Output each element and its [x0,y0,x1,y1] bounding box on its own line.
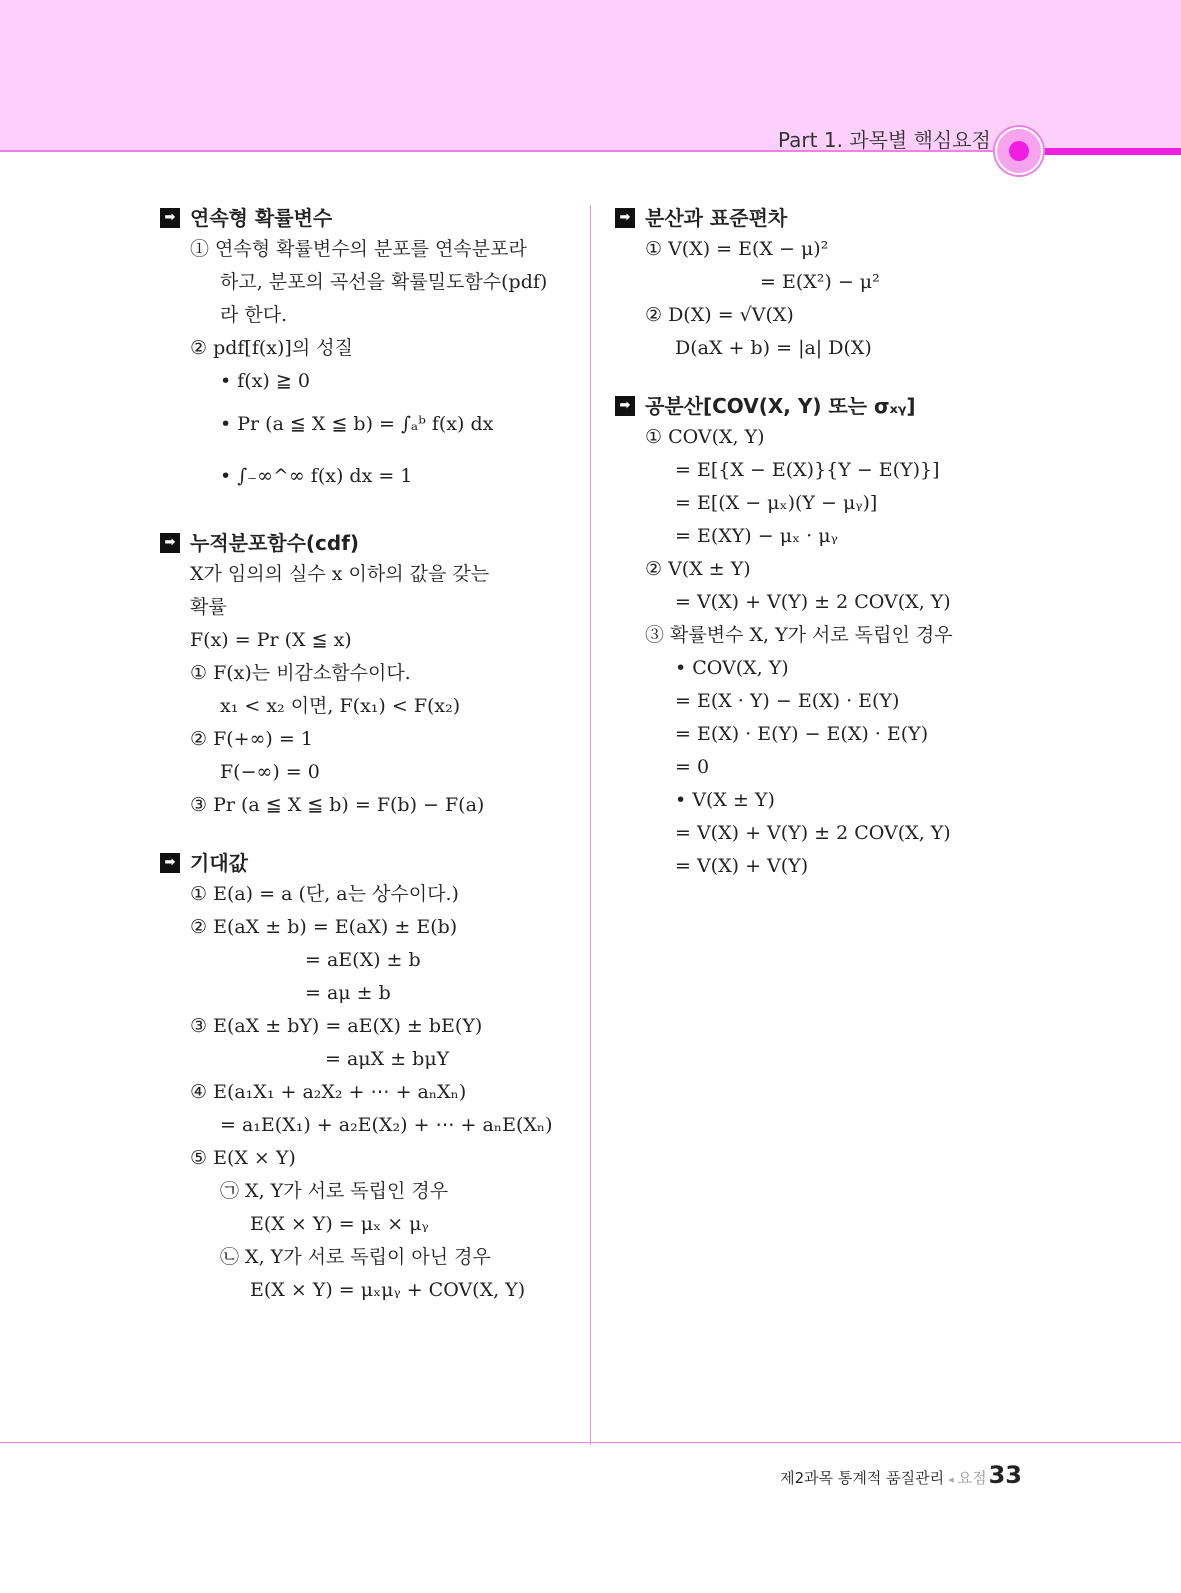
text-line: = a₁E(X₁) + a₂E(X₂) + ⋯ + aₙE(Xₙ) [220,1114,553,1136]
arrow-box-icon: ➡ [615,396,635,416]
text-line: • V(X ± Y) [675,789,775,811]
text-line: F(−∞) = 0 [220,761,320,783]
section-cdf [160,528,580,822]
text-line: 하고, 분포의 곡선을 확률밀도함수(pdf) [220,271,548,293]
text-line: = aE(X) ± b [305,949,421,971]
left-column [160,203,580,1333]
part-title: Part 1. 과목별 핵심요점 [778,128,991,152]
footer-subject: 제2과목 통계적 품질관리 [780,1469,945,1487]
text-line: ① F(x)는 비감소함수이다. [190,662,411,684]
text-line: ⑤ E(X × Y) [190,1147,296,1169]
footer-rule [0,1442,1181,1443]
text-line: 확률 [190,596,227,618]
text-line: = E[(X − μₓ)(Y − μᵧ)] [675,492,878,514]
text-line: = E(X) · E(Y) − E(X) · E(Y) [675,723,929,745]
section-covariance [615,391,1035,883]
text-line: • f(x) ≧ 0 [220,370,310,392]
section-title: ➡ 연속형 확률변수 [160,203,580,233]
text-line: ② pdf[f(x)]의 성질 [190,337,353,359]
section-variance [615,203,1035,365]
footer-label: 요점 [957,1469,987,1487]
arrow-box-icon: ➡ [615,208,635,228]
page-number: 33 [988,1461,1022,1489]
text-line: = 0 [675,756,710,778]
text-line: E(X × Y) = μₓ × μᵧ [250,1213,429,1235]
circle-ornament-icon [995,127,1043,175]
text-line: = aμ ± b [305,982,391,1004]
text-line: ② D(X) = √V(X) [645,304,794,326]
text-line: D(aX + b) = |a| D(X) [675,337,872,359]
formula-line: • ∫₋∞^∞ f(x) dx = 1 [220,465,413,487]
text-line: = aμX ± bμY [325,1048,450,1070]
formula-line: • Pr (a ≦ X ≦ b) = ∫ₐᵇ f(x) dx [220,413,494,435]
text-line: F(x) = Pr (X ≦ x) [190,629,352,651]
header-band [0,0,1181,152]
text-line: X가 임의의 실수 x 이하의 값을 갖는 [190,563,490,585]
text-line: ② E(aX ± b) = E(aX) ± E(b) [190,916,458,938]
text-line: = E[{X − E(X)}{Y − E(Y)}] [675,459,940,481]
text-line: ① E(a) = a (단, a는 상수이다.) [190,883,459,905]
text-line: ① 연속형 확률변수의 분포를 연속분포라 [190,238,527,260]
arrow-box-icon: ➡ [160,208,180,228]
text-line: ④ E(a₁X₁ + a₂X₂ + ⋯ + aₙXₙ) [190,1081,467,1103]
section-expectation [160,848,580,1307]
arrow-box-icon: ➡ [160,853,180,873]
text-line: 라 한다. [220,304,288,326]
text-line: = V(X) + V(Y) [675,855,809,877]
text-line: ③ 확률변수 X, Y가 서로 독립인 경우 [645,624,953,646]
section-continuous [160,203,580,502]
text-line: ② V(X ± Y) [645,558,751,580]
text-line: E(X × Y) = μₓμᵧ + COV(X, Y) [250,1279,526,1301]
text-line: = E(XY) − μₓ · μᵧ [675,525,838,547]
text-line: • COV(X, Y) [675,657,789,679]
text-line: = E(X · Y) − E(X) · E(Y) [675,690,900,712]
right-column [615,203,1035,909]
section-title: ➡ 기대값 [160,848,580,878]
text-line: ㉠ X, Y가 서로 독립인 경우 [220,1180,449,1202]
text-line: = V(X) + V(Y) ± 2 COV(X, Y) [675,591,951,613]
column-divider [590,205,591,1445]
text-line: ② F(+∞) = 1 [190,728,313,750]
section-title: ➡ 공분산[COV(X, Y) 또는 σₓᵧ] [615,391,1035,421]
page-footer [780,1461,1022,1489]
text-line: ㉡ X, Y가 서로 독립이 아닌 경우 [220,1246,491,1268]
section-title: ➡ 누적분포함수(cdf) [160,528,580,558]
text-line: ① V(X) = E(X − μ)² [645,238,829,260]
text-line: = E(X²) − μ² [760,271,880,293]
arrow-box-icon: ➡ [160,533,180,553]
text-line: ① COV(X, Y) [645,426,765,448]
section-title: ➡ 분산과 표준편차 [615,203,1035,233]
left-triangle-icon: ◂ [948,1473,954,1486]
text-line: ③ E(aX ± bY) = aE(X) ± bE(Y) [190,1015,483,1037]
text-line: = V(X) + V(Y) ± 2 COV(X, Y) [675,822,951,844]
text-line: ③ Pr (a ≦ X ≦ b) = F(b) − F(a) [190,794,485,816]
text-line: x₁ < x₂ 이면, F(x₁) < F(x₂) [220,695,461,717]
